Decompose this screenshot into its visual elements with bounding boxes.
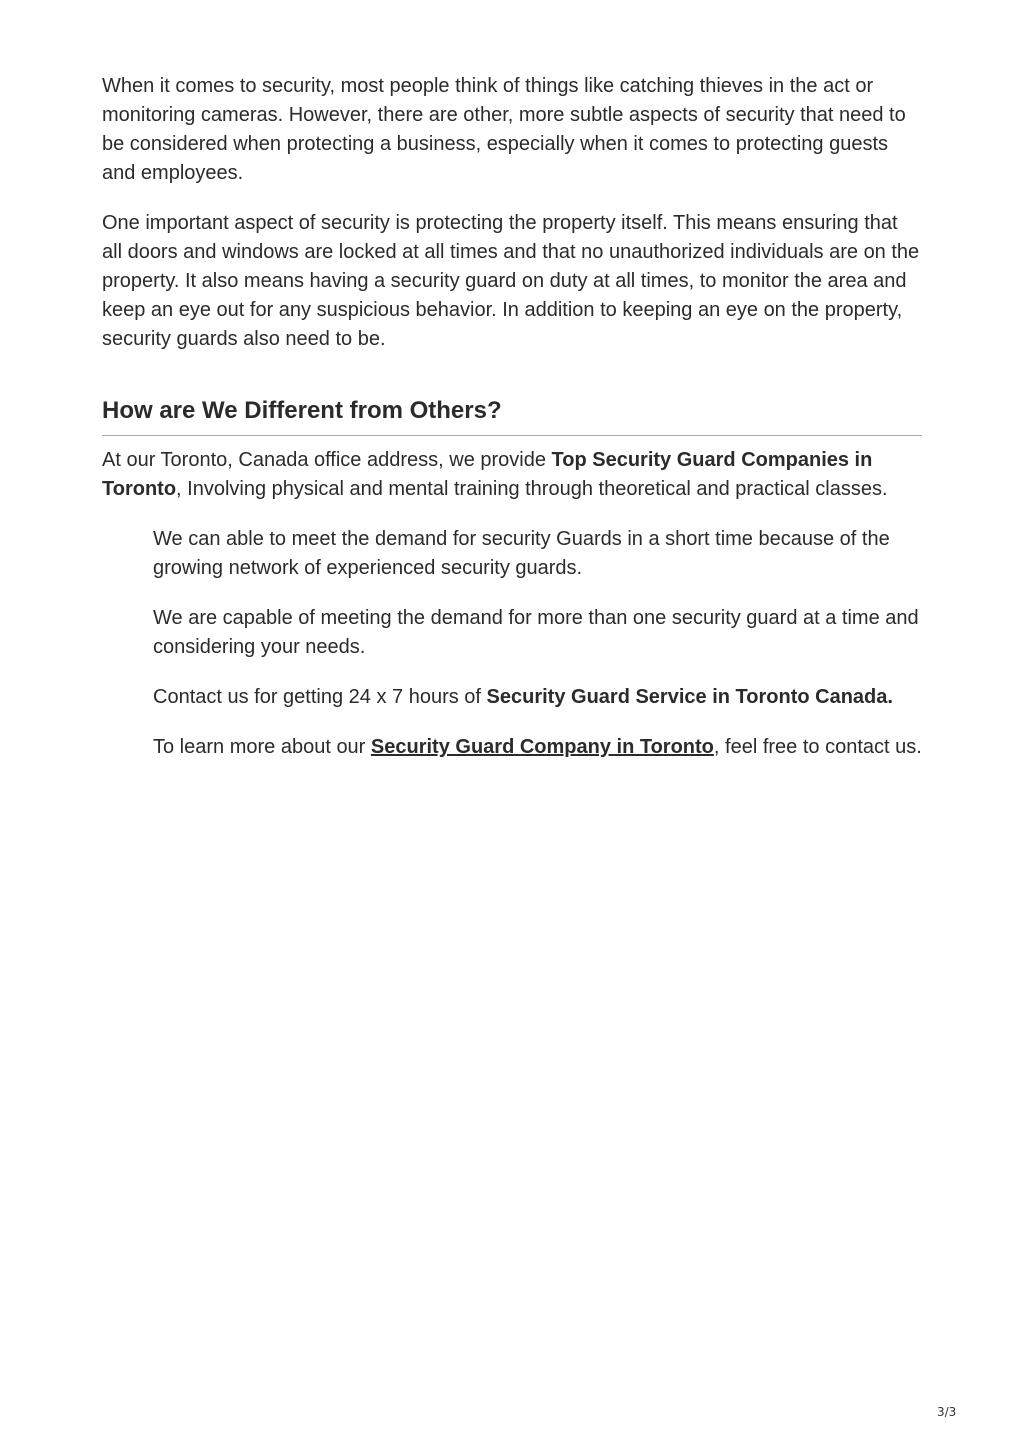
quote-paragraph-4-text: To learn more about our bbox=[153, 736, 371, 758]
quote-paragraph-3-bold: Security Guard Service in Toronto Canada. bbox=[486, 686, 893, 708]
blockquote bbox=[153, 525, 922, 762]
document-page bbox=[102, 72, 922, 762]
quote-paragraph-4 bbox=[153, 733, 922, 762]
quote-paragraph-3-text: Contact us for getting 24 x 7 hours of bbox=[153, 686, 487, 708]
quote-paragraph-3 bbox=[153, 683, 922, 712]
quote-paragraph-4-tail: , feel free to contact us. bbox=[713, 736, 922, 758]
section-lead-paragraph bbox=[102, 446, 922, 504]
section-heading: How are We Different from Others? bbox=[102, 396, 922, 436]
page-number: 3/3 bbox=[937, 1405, 957, 1419]
section-lead-bold: Top Security Guard Companies in Toronto bbox=[102, 449, 873, 500]
section-lead-text: At our Toronto, Canada office address, we provide bbox=[102, 449, 552, 471]
security-guard-company-link[interactable]: Security Guard Company in Toronto bbox=[370, 736, 714, 758]
quote-paragraph-1: We can able to meet the demand for security Guards in a short time because of the growing network of experienced security guards. bbox=[153, 528, 890, 579]
section-lead-tail: , Involving physical and mental training through theoretical and practical classes. bbox=[176, 478, 888, 500]
intro-paragraph-1: When it comes to security, most people think of things like catching thieves in the act or monitoring cameras. However, there are other, more subtle aspects of security that need to be considered when protecting a business, especially when it comes to protecting guests and employees. bbox=[102, 75, 906, 184]
quote-paragraph-2: We are capable of meeting the demand for more than one security guard at a time and considering your needs. bbox=[153, 607, 919, 658]
intro-paragraph-2: One important aspect of security is protecting the property itself. This means ensuring that all doors and windows are locked at all times and that no unauthorized individuals are on the property. It also means having a security guard on duty at all times, to monitor the area and keep an eye out for any suspicious behavior. In addition to keeping an eye on the property, security guards also need to be. bbox=[102, 212, 920, 350]
